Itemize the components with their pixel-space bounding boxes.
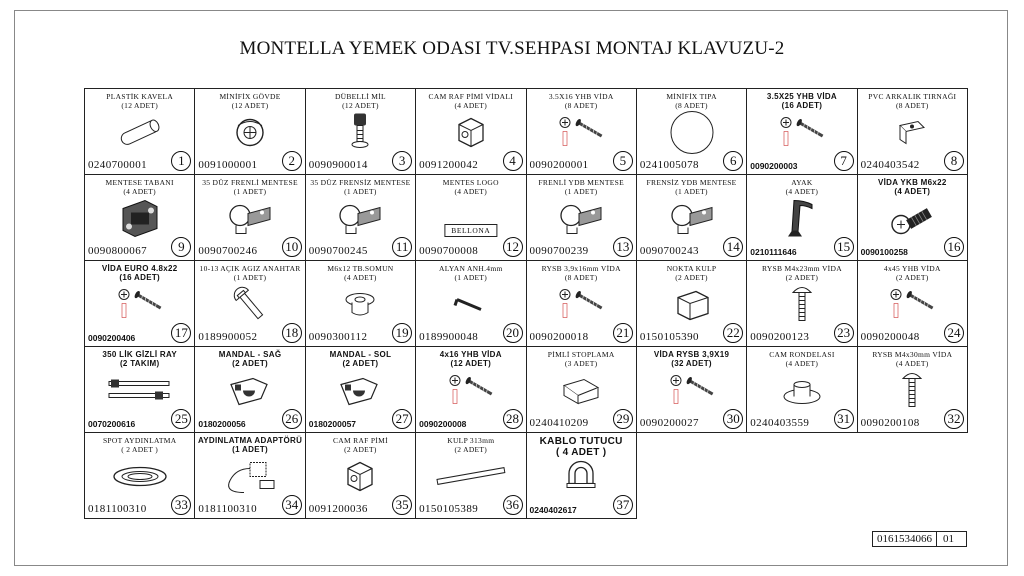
part-quantity: (4 ADET) (454, 101, 488, 110)
part-name-text: AYDINLATMA ADAPTÖRÜ (197, 436, 303, 445)
document-code-box (872, 531, 967, 547)
latch-icon (335, 370, 385, 415)
part-quantity: (8 ADET) (564, 273, 598, 282)
part-cell (84, 432, 195, 519)
part-code: 0189900048 (419, 331, 479, 343)
part-cell (84, 174, 195, 261)
part-quantity: (8 ADET) (675, 101, 708, 110)
part-name (639, 264, 744, 282)
part-quantity: (32 ADET) (671, 359, 712, 368)
part-name-text: DÜBELLİ MİL (334, 92, 386, 101)
machine-screw-icon (897, 368, 927, 417)
part-name-text: 3.5X25 YHB VİDA (766, 92, 838, 101)
part-name (860, 92, 965, 110)
part-cell (194, 260, 305, 347)
handle-bar-icon (431, 461, 511, 496)
part-code: 0189900052 (198, 331, 258, 343)
part-name-text: 3.5X16 YHB VİDA (548, 92, 614, 101)
part-code: 0090200048 (860, 331, 920, 343)
part-code: 0181100310 (88, 503, 147, 515)
part-code: 0090900014 (308, 159, 368, 171)
part-quantity: (8 ADET) (564, 101, 598, 110)
part-cell (857, 346, 968, 433)
part-quantity: (2 TAKIM) (119, 359, 160, 368)
part-number-badge: 3 (392, 151, 412, 171)
part-name-text: PVC ARKALIK TIRNAĞI (868, 92, 957, 101)
part-name (197, 178, 302, 196)
part-name (197, 350, 302, 368)
part-cell (194, 432, 305, 519)
part-name-text: MİNİFİX GÖVDE (219, 92, 281, 101)
screw-icon (882, 284, 942, 329)
part-name-text: FRENLİ YDB MENTESE (538, 178, 624, 187)
part-number-badge: 1 (171, 151, 191, 171)
part-cell (415, 260, 526, 347)
part-name (308, 92, 413, 110)
part-number-badge: 26 (282, 409, 302, 429)
part-cell (636, 174, 747, 261)
part-quantity: (2 ADET) (342, 359, 379, 368)
part-code: 0090700239 (529, 245, 589, 257)
part-number-badge: 5 (613, 151, 633, 171)
machine-screw-icon (787, 282, 817, 331)
part-name (418, 178, 523, 196)
part-number-badge: 8 (944, 151, 964, 171)
part-quantity: (3 ADET) (564, 359, 598, 368)
part-number-badge: 32 (944, 409, 964, 429)
nut-icon (338, 285, 382, 328)
part-number-badge: 36 (503, 495, 523, 515)
part-name (308, 264, 413, 282)
part-code: 0091000001 (198, 159, 258, 171)
screw-icon (441, 370, 501, 415)
part-code: 0090200108 (860, 417, 920, 429)
part-quantity: (2 ADET) (675, 273, 708, 282)
part-number-badge: 17 (171, 323, 191, 343)
part-name-text: 35 DÜZ FRENLİ MENTESE (202, 178, 298, 187)
part-number-badge: 34 (282, 495, 302, 515)
part-name (860, 350, 965, 368)
part-quantity: (16 ADET) (781, 101, 823, 110)
part-name (87, 350, 192, 368)
part-number-badge: 29 (613, 409, 633, 429)
part-cell (526, 88, 637, 175)
part-code: 0241005078 (639, 159, 699, 171)
part-quantity: (1 ADET) (564, 187, 598, 196)
hinge-icon (222, 195, 278, 246)
part-name-text: 4x45 YHB VİDA (883, 264, 941, 273)
part-quantity: (2 ADET) (785, 273, 819, 282)
part-quantity: (2 ADET) (454, 445, 488, 454)
part-quantity: (4 ADET) (896, 359, 929, 368)
part-code: 0210111646 (750, 247, 797, 257)
knob-icon (670, 285, 714, 328)
screw-icon (662, 370, 722, 415)
part-number-badge: 24 (944, 323, 964, 343)
part-number-badge: 12 (503, 237, 523, 257)
part-name (639, 178, 744, 196)
part-quantity: (1 ADET) (233, 273, 267, 282)
part-name (529, 436, 634, 458)
part-cell (305, 346, 416, 433)
part-quantity: (1 ADET) (675, 187, 708, 196)
part-number-badge: 21 (613, 323, 633, 343)
part-name-text: 10-13 AÇIK AGIZ ANAHTAR (199, 264, 301, 273)
part-quantity: (4 ADET) (454, 187, 488, 196)
part-name (529, 178, 634, 196)
wrench-icon (230, 282, 270, 331)
part-cell (636, 88, 747, 175)
document-revision: 01 (936, 532, 966, 546)
part-number-badge: 35 (392, 495, 412, 515)
part-cell (526, 174, 637, 261)
part-name (749, 264, 854, 282)
drawer-rail-icon (105, 375, 175, 410)
part-name-text: AYAK (791, 178, 813, 187)
part-name (749, 350, 854, 368)
part-name-text: PİMLİ STOPLAMA (547, 350, 615, 359)
part-quantity: ( 2 ADET ) (121, 445, 159, 454)
part-code: 0240410209 (529, 417, 589, 429)
part-name (87, 264, 192, 282)
back-panel-clip-icon (895, 117, 929, 152)
part-cell (857, 174, 968, 261)
hinge-icon (332, 195, 388, 246)
part-name-text: RYSB M4x23mm VİDA (761, 264, 842, 273)
part-cell (305, 432, 416, 519)
part-quantity: (12 ADET) (121, 101, 159, 110)
part-code: 0090200008 (419, 419, 467, 429)
part-name (749, 92, 854, 110)
page-title: MONTELLA YEMEK ODASI TV.SEHPASI MONTAJ KLAVUZU-2 (239, 38, 785, 59)
dowel-bolt-icon (340, 110, 380, 159)
part-number-badge: 28 (503, 409, 523, 429)
part-code: 0090700008 (419, 245, 479, 257)
part-number-badge: 20 (503, 323, 523, 343)
part-number-badge: 18 (282, 323, 302, 343)
screw-icon (551, 112, 611, 157)
part-quantity: (1 ADET) (233, 187, 267, 196)
part-name-text: VİDA YKB M6x22 (877, 178, 947, 187)
part-number-badge: 37 (613, 495, 633, 515)
part-name-text: 4x16 YHB VİDA (439, 350, 502, 359)
part-name (860, 264, 965, 282)
part-number-badge: 4 (503, 151, 523, 171)
allen-key-icon (451, 289, 491, 324)
part-code: 0090700246 (198, 245, 258, 257)
part-cell (746, 346, 857, 433)
part-quantity: (1 ADET) (344, 187, 377, 196)
part-name-text: 350 LİK GİZLİ RAY (102, 350, 177, 359)
latch-icon (225, 370, 275, 415)
part-name-text: FRENSİZ YDB MENTESE (646, 178, 737, 187)
bolt-icon (889, 198, 935, 243)
part-name-text: NOKTA KULP (666, 264, 717, 273)
part-number-badge: 25 (171, 409, 191, 429)
part-name-text: MANDAL - SAĞ (218, 350, 282, 359)
leg-icon (782, 194, 822, 247)
hinge-plate-icon (115, 194, 165, 247)
part-name-text: VİDA EURO 4.8x22 (101, 264, 178, 273)
part-quantity: (4 ADET) (785, 187, 819, 196)
part-cell (746, 88, 857, 175)
part-name (197, 92, 302, 110)
part-number-badge: 16 (944, 237, 964, 257)
part-number-badge: 2 (282, 151, 302, 171)
part-code: 0091200036 (308, 503, 368, 515)
part-name-text: SPOT AYDINLATMA (102, 436, 177, 445)
part-name (860, 178, 965, 196)
part-code: 0180200057 (308, 419, 357, 429)
part-number-badge: 6 (723, 151, 743, 171)
part-code: 0240403559 (750, 417, 810, 429)
part-quantity: (16 ADET) (119, 273, 160, 282)
part-name-text: KABLO TUTUCU (539, 436, 623, 447)
part-name (87, 92, 192, 110)
part-cell (84, 260, 195, 347)
part-name (308, 436, 413, 454)
screw-icon (772, 112, 832, 157)
part-code: 0240403542 (860, 159, 920, 171)
part-number-badge: 15 (834, 237, 854, 257)
part-quantity: (2 ADET) (344, 445, 377, 454)
part-code: 0090200001 (529, 159, 589, 171)
part-name-text: RYSB 3,9x16mm VİDA (541, 264, 621, 273)
part-name-text: CAM RAF PİMİ (333, 436, 388, 445)
part-code: 0180200056 (198, 419, 246, 429)
part-number-badge: 11 (392, 237, 412, 257)
part-code: 0150105389 (419, 503, 479, 515)
part-name (418, 350, 523, 368)
part-number-badge: 13 (613, 237, 633, 257)
hinge-icon (553, 195, 609, 246)
part-cell (305, 174, 416, 261)
screw-icon (551, 284, 611, 329)
part-name-text: MİNİFİX TIPA (666, 92, 717, 101)
part-cell (415, 346, 526, 433)
part-name-text: 35 DÜZ FRENSİZ MENTESE (310, 178, 411, 187)
part-cell (415, 88, 526, 175)
glass-shelf-pin-icon (451, 112, 491, 157)
part-quantity: (12 ADET) (231, 101, 269, 110)
part-name (639, 350, 744, 368)
part-cell (526, 432, 637, 519)
part-cell (526, 260, 637, 347)
part-name-text: CAM RAF PİMİ VİDALI (428, 92, 514, 101)
part-name-text: CAM RONDELASI (769, 350, 835, 359)
part-code: 0090800067 (88, 245, 147, 257)
part-name-text: M6x12 TB.SOMUN (327, 264, 394, 273)
part-name (87, 178, 192, 196)
glass-shelf-pin-icon (340, 456, 380, 501)
part-name (529, 264, 634, 282)
part-code: 0150105390 (639, 331, 699, 343)
part-name (418, 92, 523, 110)
part-number-badge: 9 (171, 237, 191, 257)
part-quantity: (4 ADET) (123, 187, 156, 196)
part-number-badge: 31 (834, 409, 854, 429)
part-name-text: RYSB M4x30mm VİDA (872, 350, 953, 359)
part-cell (857, 88, 968, 175)
part-quantity: (1 ADET) (232, 445, 268, 454)
part-number-badge: 33 (171, 495, 191, 515)
adapter-icon (220, 454, 280, 503)
logo-label: BELLONA (444, 224, 497, 237)
part-name-text: MENTESE TABANI (105, 178, 174, 187)
part-code: 0090300112 (308, 331, 368, 343)
part-cell (84, 346, 195, 433)
part-number-badge: 10 (282, 237, 302, 257)
part-cell (857, 260, 968, 347)
part-cell (305, 88, 416, 175)
part-cell (415, 174, 526, 261)
part-code: 0091200042 (419, 159, 479, 171)
part-number-badge: 23 (834, 323, 854, 343)
part-name (87, 436, 192, 454)
part-code: 0090200123 (750, 331, 810, 343)
part-quantity: (2 ADET) (232, 359, 268, 368)
screw-icon (110, 284, 170, 329)
spotlight-icon (110, 461, 170, 496)
washer-icon (780, 372, 824, 413)
part-name (197, 436, 302, 454)
stopper-icon (558, 373, 604, 412)
parts-grid (84, 88, 967, 518)
part-code: 0090200406 (88, 333, 136, 343)
part-cell (746, 260, 857, 347)
part-code: 0090200003 (750, 161, 798, 171)
part-code: 0090100258 (860, 247, 908, 257)
part-cell (84, 88, 195, 175)
part-code: 0090700245 (308, 245, 368, 257)
part-quantity: (12 ADET) (342, 101, 379, 110)
part-cell (194, 346, 305, 433)
part-name (749, 178, 854, 196)
part-cell (415, 432, 526, 519)
part-code: 0090700243 (639, 245, 699, 257)
part-code: 0090200027 (639, 417, 699, 429)
cap-icon (668, 108, 716, 161)
part-number-badge: 22 (723, 323, 743, 343)
document-code: 0161534066 (877, 533, 932, 545)
part-name (308, 350, 413, 368)
part-code: 0240402617 (529, 505, 577, 515)
part-quantity: ( 4 ADET ) (555, 447, 607, 458)
part-number-badge: 27 (392, 409, 412, 429)
part-code: 0240700001 (88, 159, 147, 171)
part-name-text: PLASTİK KAVELA (106, 92, 174, 101)
part-name-text: VİDA RYSB 3,9X19 (653, 350, 730, 359)
cable-clip-icon (561, 459, 601, 498)
minifix-body-icon (230, 115, 270, 154)
part-number-badge: 19 (392, 323, 412, 343)
part-cell (746, 174, 857, 261)
part-quantity: (1 ADET) (454, 273, 488, 282)
hinge-icon (664, 195, 720, 246)
part-code: 0070200616 (88, 419, 136, 429)
part-quantity: (8 ADET) (896, 101, 929, 110)
part-number-badge: 30 (723, 409, 743, 429)
part-cell (194, 174, 305, 261)
part-quantity: (2 ADET) (896, 273, 929, 282)
part-code: 0181100310 (198, 503, 257, 515)
part-name (197, 264, 302, 282)
part-name-text: ALYAN ANH.4mm (439, 264, 503, 273)
part-name (418, 436, 523, 454)
part-quantity: (4 ADET) (894, 187, 931, 196)
part-cell (526, 346, 637, 433)
part-name-text: KULP 313mm (447, 436, 495, 445)
part-name (529, 92, 634, 110)
part-cell (636, 346, 747, 433)
part-code: 0090200018 (529, 331, 589, 343)
part-cell (305, 260, 416, 347)
part-quantity: (12 ADET) (450, 359, 492, 368)
part-name-text: MENTES LOGO (442, 178, 499, 187)
part-name (308, 178, 413, 196)
part-name (418, 264, 523, 282)
part-number-badge: 7 (834, 151, 854, 171)
part-quantity: (4 ADET) (344, 273, 377, 282)
part-name-text: MANDAL - SOL (329, 350, 392, 359)
part-number-badge: 14 (723, 237, 743, 257)
part-quantity: (4 ADET) (785, 359, 819, 368)
part-cell (636, 260, 747, 347)
part-name (529, 350, 634, 368)
part-cell (194, 88, 305, 175)
part-name (639, 92, 744, 110)
dowel-icon (116, 117, 164, 152)
